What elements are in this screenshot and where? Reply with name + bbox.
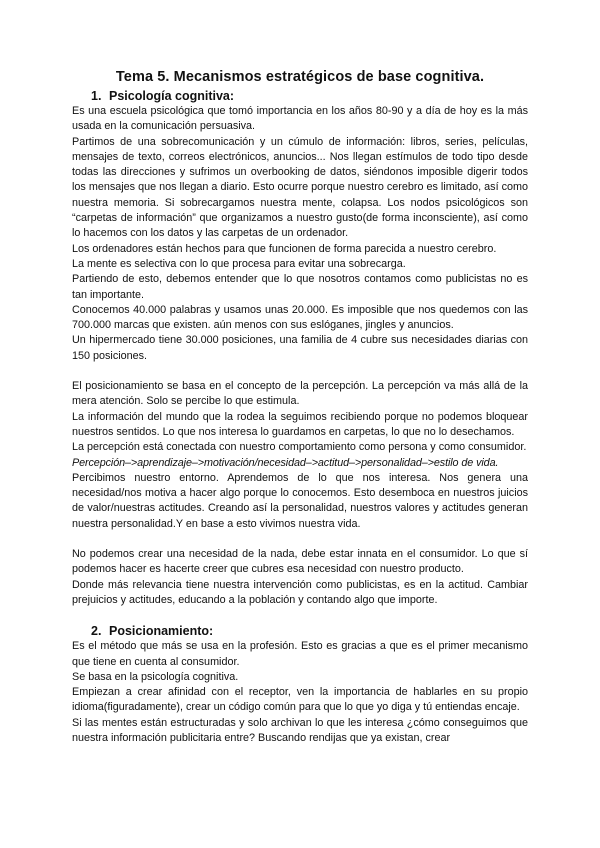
spacer [72, 364, 528, 379]
section-number: 1. [91, 89, 102, 103]
spacer [72, 532, 528, 547]
paragraph: Percibimos nuestro entorno. Aprendemos de lo que nos interesa. Nos genera una necesidad/nos motiva a hacer algo porque lo conocemos. Esto desemboca en nuestros juicios de valor/nuestras actitudes. Creando así la personalidad, nuestros valores y actitudes generan nuestra personalidad.Y en base a esto vivimos nuestra vida. [72, 471, 528, 530]
paragraph: La información del mundo que la rodea la seguimos recibiendo porque no podemos bloquear nuestros sentidos. Lo que nos interesa lo guardamos en carpetas, lo que no lo desechamos. [72, 410, 528, 438]
paragraph: No podemos crear una necesidad de la nada, debe estar innata en el consumidor. Lo que sí podemos hacer es hacerte creer que cubres esa necesidad con nuestro producto. [72, 548, 528, 576]
perception-chain: Percepción–>aprendizaje–>motivación/necesidad–>actitud–>personalidad–>estilo de vida. [72, 456, 499, 469]
paragraph: Es el método que más se usa en la profesión. Esto es gracias a que es el primer mecanismo que tiene en cuenta al consumidor. [72, 640, 528, 668]
paragraph: Donde más relevancia tiene nuestra intervención como publicistas, es en la actitud. Cambiar prejuicios y actitudes, educando a la población y contando algo que importe. [72, 578, 528, 606]
section-psicologia-cognitiva [72, 88, 528, 608]
section-title: Psicología cognitiva: [109, 89, 235, 103]
paragraph: Se basa en la psicología cognitiva. [72, 670, 239, 683]
paragraph: Los ordenadores están hechos para que funcionen de forma parecida a nuestro cerebro. [72, 242, 497, 255]
spacer [72, 608, 528, 623]
section-number: 2. [91, 624, 102, 639]
paragraph: La percepción está conectada con nuestro comportamiento como persona y como consumidor. [72, 441, 527, 454]
paragraph: Empiezan a crear afinidad con el receptor, ven la importancia de hablarles en su propio idioma(figuradamente), crear un código común para que lo que yo diga y tú entiendas encaje. [72, 686, 528, 714]
paragraph: Si las mentes están estructuradas y solo archivan lo que les interesa ¿cómo conseguimos que nuestra información publicitaria entre? Buscando rendijas que ya existan, crear [72, 716, 528, 744]
paragraph: Es una escuela psicológica que tomó importancia en los años 80-90 y a día de hoy es la más usada en la comunicación persuasiva. [72, 105, 528, 133]
paragraph: El posicionamiento se basa en el concepto de la percepción. La percepción va más allá de la mera atención. Solo se percibe lo que estimula. [72, 380, 528, 408]
section-heading [72, 623, 528, 639]
section-heading [72, 88, 528, 104]
paragraph: Partimos de una sobrecomunicación y un cúmulo de información: libros, series, películas, mensajes de texto, correos electrónicos, anuncios... Nos llegan estímulos de todo tipo desde todas las direcciones y sufrimos un overbooking de datos, siéndonos imposible digerir todos los mensajes que nos llegan a diario. Esto ocurre porque nuestro cerebro es limitado, así como nuestra memoria. Si sobrecargamos nuestra mente, colapsa. Los nodos psicológicos son “carpetas de información” que organizamos a nuestro gusto(de forma inconsciente), así como lo hacemos con los datos y las carpetas de un ordenador. [72, 135, 528, 240]
document-title: Tema 5. Mecanismos estratégicos de base cognitiva. [115, 69, 485, 85]
paragraph: Partiendo de esto, debemos entender que lo que nosotros contamos como publicistas no es tan importante. [72, 273, 528, 301]
paragraph: Un hipermercado tiene 30.000 posiciones, una familia de 4 cubre sus necesidades diarias con 150 posiciones. [72, 334, 528, 362]
paragraph: Conocemos 40.000 palabras y usamos unas 20.000. Es imposible que nos quedemos con las 700.000 marcas que existen. aún menos con sus eslóganes, jingles y anuncios. [72, 303, 528, 332]
section-posicionamiento [72, 623, 528, 746]
section-title: Posicionamiento: [109, 624, 214, 639]
paragraph: La mente es selectiva con lo que procesa para evitar una sobrecarga. [72, 257, 406, 270]
